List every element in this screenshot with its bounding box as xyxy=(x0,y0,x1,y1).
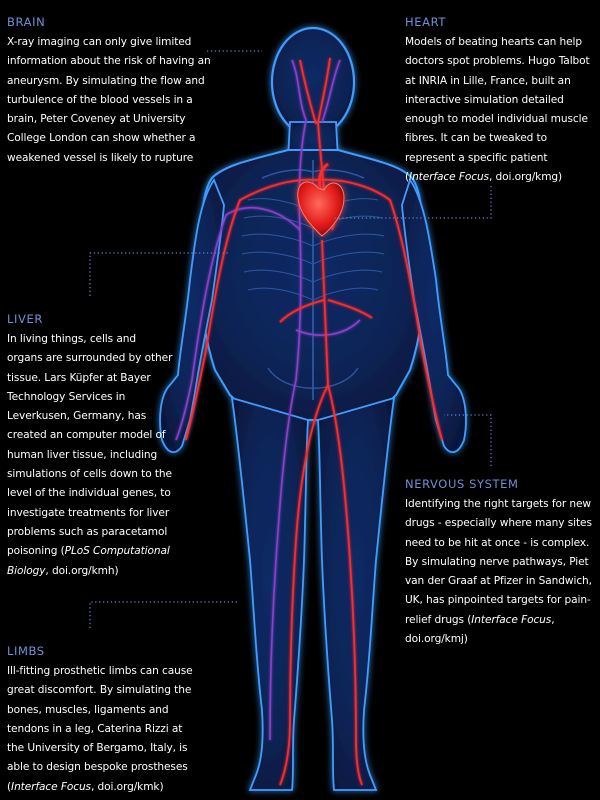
nervous-body xyxy=(405,495,595,649)
liver-body-ref: , doi.org/kmh) xyxy=(45,564,119,577)
liver-body-journal: PLoS Computational Biology xyxy=(7,545,170,577)
callout-liver xyxy=(7,311,173,581)
liver-body-main: In living things, cells and organs are surrounded by other tissue. Lars Küpfer at Bayer Technology Services in Leverkusen, Germany, has created an computer model of human liver tissue, including simulations of cells down to the level of the individual genes, to investigate treatments for liver problems such as paracetamol poisoning ( xyxy=(7,333,173,558)
limbs-body-ref: , doi.org/kmk) xyxy=(90,780,164,793)
callout-nervous-system xyxy=(405,476,595,649)
nervous-title: NERVOUS SYSTEM xyxy=(405,477,519,491)
heart-title: HEART xyxy=(405,15,446,29)
limbs-body-journal: Interface Focus xyxy=(11,780,91,793)
liver-title: LIVER xyxy=(7,312,43,326)
nervous-body-journal: Interface Focus xyxy=(471,613,552,626)
nervous-body-ref: , doi.org/kmj) xyxy=(405,613,555,646)
limbs-title: LIMBS xyxy=(7,644,45,658)
leader-limbs xyxy=(90,602,238,628)
liver-body xyxy=(7,330,173,581)
callout-limbs xyxy=(7,643,193,797)
limbs-body xyxy=(7,662,193,797)
heart-body xyxy=(405,33,591,187)
heart-body-ref: , doi.org/kmg) xyxy=(488,171,563,184)
callout-heart xyxy=(405,14,591,187)
heart-body-main: Models of beating hearts can help doctors spot problems. Hugo Talbot at INRIA in Lille, France, built an interactive simulation detailed enough to model individual muscle fibres. It can be tweaked to represent a specific patient ( xyxy=(405,36,590,184)
callout-brain xyxy=(7,14,212,168)
limbs-body-main: Ill-fitting prosthetic limbs can cause great discomfort. By simulating the bones, muscles, ligaments and tendons in a leg, Caterina Rizzi at the University of Bergamo, Italy, is able to design bespoke prostheses ( xyxy=(7,665,193,793)
brain-title: BRAIN xyxy=(7,15,46,29)
brain-body: X-ray imaging can only give limited information about the risk of having an aneurysm. By simulating the flow and turbulence of the blood vessels in a brain, Peter Coveney at University College London can show whether a weakened vessel is likely to rupture xyxy=(7,36,211,164)
heart-body-journal: Interface Focus xyxy=(409,171,489,184)
nervous-body-main: Identifying the right targets for new drugs - especially where many sites need to be hit at once - is complex. By simulating nerve pathways, Piet van der Graaf at Pfizer in Sandwich, UK, has pinpointed targets for pain-relief drugs ( xyxy=(405,498,592,626)
